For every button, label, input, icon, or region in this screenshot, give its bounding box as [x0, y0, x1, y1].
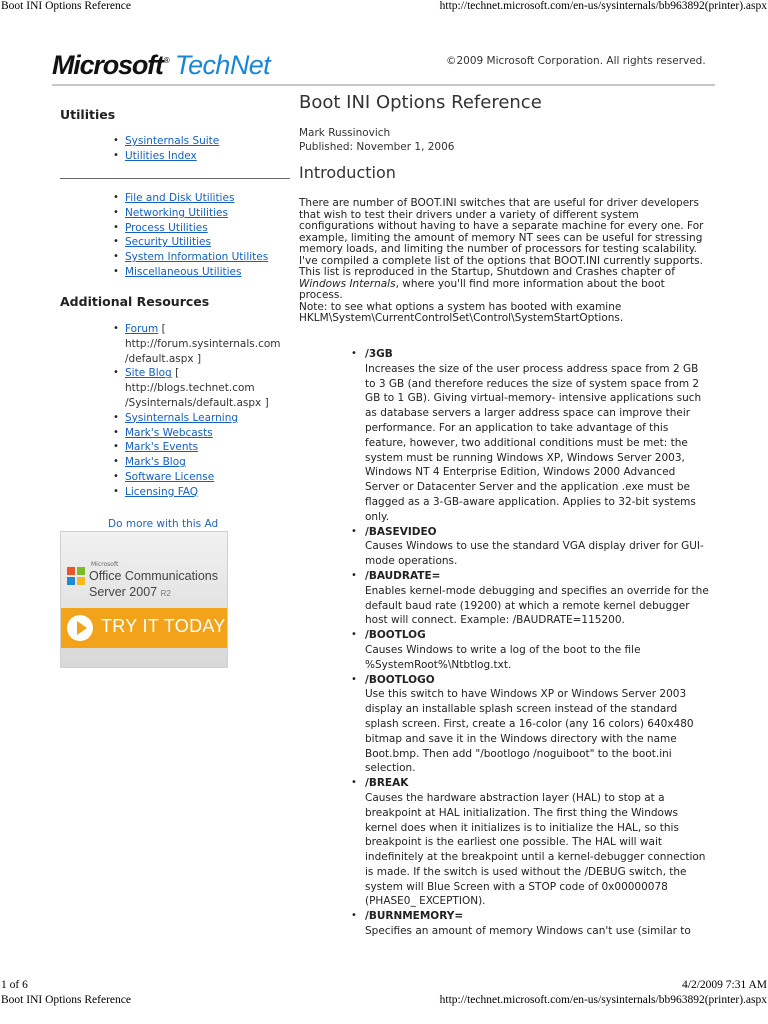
list-item	[113, 191, 268, 206]
page-title: Boot INI Options Reference	[299, 92, 542, 113]
option-description: Use this switch to have Windows XP or Windows Server 2003 display an installable splash screen instead of the standard splash screen. First, create a 16-color (any 16 colors) 640x480 bitmap and save it in the Windows directory with the name Boot.bmp. Then add "/bootlogo /noguiboot" to the boot.ini selection.	[365, 688, 694, 775]
page-number: 1 of 6	[1, 979, 28, 991]
list-item	[113, 366, 291, 410]
introduction-text	[299, 198, 711, 325]
link-marks-webcasts[interactable]: Mark's Webcasts	[125, 426, 213, 439]
list-item	[113, 206, 268, 221]
list-item	[113, 426, 291, 441]
additional-resources-heading: Additional Resources	[60, 294, 210, 309]
book-title: Windows Internals	[299, 277, 396, 290]
link-file-and-disk-utilities[interactable]: File and Disk Utilities	[125, 192, 235, 204]
option-description: Causes Windows to write a log of the boot to the file %SystemRoot%\Ntbtlog.txt.	[365, 643, 641, 671]
print-timestamp: 4/2/2009 7:31 AM	[682, 979, 767, 991]
intro-note: Note: to see what options a system has booted with examine HKLM\System\CurrentControlSet\Control\SystemStartOptions.	[299, 300, 624, 324]
boot-option-item	[350, 776, 710, 909]
link-miscellaneous-utilities[interactable]: Miscellaneous Utilities	[125, 265, 242, 278]
boot-option-item	[350, 673, 710, 777]
link-networking-utilities[interactable]: Networking Utilities	[125, 206, 228, 219]
boot-option-item	[350, 525, 710, 569]
logo-registered: ®	[162, 56, 171, 65]
link-marks-blog[interactable]: Mark's Blog	[125, 456, 186, 469]
list-item	[113, 470, 291, 485]
logo-microsoft: Microsoft	[52, 50, 163, 80]
resources-list	[113, 322, 291, 500]
published-date: Published: November 1, 2006	[299, 141, 455, 153]
boot-option-item	[350, 628, 710, 672]
link-site-blog[interactable]: Site Blog	[125, 367, 172, 380]
ad-product-line2	[89, 585, 171, 599]
sidebar-divider	[60, 178, 290, 179]
link-process-utilities[interactable]: Process Utilities	[125, 221, 208, 234]
link-security-utilities[interactable]: Security Utilities	[125, 236, 211, 249]
ad-product-r2: R2	[160, 589, 171, 598]
link-sysinternals-learning[interactable]: Sysinternals Learning	[125, 411, 239, 424]
logo-technet: TechNet	[174, 50, 271, 80]
link-sysinternals-suite[interactable]: Sysinternals Suite	[125, 135, 220, 147]
copyright-notice: ©2009 Microsoft Corporation. All rights reserved.	[446, 55, 706, 67]
office-communications-ad[interactable]	[60, 531, 228, 668]
print-header-title: Boot INI Options Reference	[1, 0, 131, 12]
print-header-url: http://technet.microsoft.com/en-us/sysinternals/bb963892(printer).aspx	[439, 0, 767, 12]
list-item	[113, 411, 291, 426]
utilities-heading: Utilities	[60, 107, 116, 122]
list-item	[113, 235, 268, 250]
link-marks-events[interactable]: Mark's Events	[125, 441, 199, 454]
option-name: /3GB	[365, 348, 393, 360]
list-item	[113, 440, 291, 455]
link-utilities-index[interactable]: Utilities Index	[125, 149, 197, 162]
boot-option-item	[350, 569, 710, 628]
option-name: /BREAK	[365, 777, 409, 790]
forum-url: [ http://forum.sysinternals.com /default.aspx ]	[125, 323, 281, 365]
try-it-today-button[interactable]	[61, 608, 227, 648]
list-item	[113, 455, 291, 470]
header-divider	[52, 84, 715, 86]
option-name: /BURNMEMORY=	[365, 910, 464, 923]
list-item	[113, 149, 219, 164]
play-arrow-icon	[67, 615, 93, 641]
link-forum[interactable]: Forum	[125, 323, 159, 335]
link-system-information-utilities[interactable]: System Information Utilites	[125, 251, 269, 264]
link-licensing-faq[interactable]: Licensing FAQ	[125, 485, 199, 498]
option-name: /BOOTLOGO	[365, 673, 435, 686]
option-name: /BASEVIDEO	[365, 525, 437, 538]
list-item	[113, 221, 268, 236]
option-description: Causes Windows to use the standard VGA display driver for GUI-mode operations.	[365, 540, 704, 568]
option-description: Enables kernel-mode debugging and specifies an override for the default baud rate (19200) at which a remote kernel debugger host will connect. Example: /BAUDRATE=115200.	[365, 584, 709, 627]
ad-product-line1: Office Communications	[89, 569, 218, 583]
option-name: /BAUDRATE=	[365, 569, 441, 582]
intro-paragraph: There are number of BOOT.INI switches that are useful for driver developers that wish to test their drivers under a variety of different system configurations without having to have a separate machine for every one. For example, limiting the amount of memory NT sees can be useful for stressing memory loads, and limiting the number of processors for testing scalability. I've compiled a complete list of the options that BOOT.INI currently supports. This list is reproduced in the Startup, Shutdown and Crashes chapter of Windows Internals, where you'll find more information about the boot process.	[299, 197, 704, 301]
option-description: Increases the size of the user process address space from 2 GB to 3 GB (and therefore reduces the size of system space from 2 GB to 1 GB). Giving virtual-memory- intensive applications such as database servers a larger address space can improve their performance. For an application to take advantage of this feature, however, two additional conditions must be met: the system must be running Windows XP, Windows Server 2003, Windows NT 4 Enterprise Edition, Windows 2000 Advanced Server or Datacenter Server and the application .exe must be flagged as a 3-GB-aware application. Applies to 32-bit systems only.	[365, 362, 702, 523]
ad-brand: Microsoft	[91, 561, 119, 568]
option-description: Causes the hardware abstraction layer (HAL) to stop at a breakpoint at HAL initialization. The first thing the Windows kernel does when it initializes is to initialize the HAL, so this breakpoint is the earliest one possible. The HAL will wait indefinitely at the breakpoint until a kernel-debugger connection is made. If the switch is used without the /DEBUG switch, the system will Blue Screen with a STOP code of 0x00000078 (PHASE0_ EXCEPTION).	[365, 791, 706, 908]
category-list	[113, 191, 268, 280]
print-header-url: http://technet.microsoft.com/en-us/sysinternals/bb963892(printer).aspx	[439, 994, 767, 1006]
list-item	[113, 250, 268, 265]
introduction-heading: Introduction	[299, 163, 396, 182]
ad-caption[interactable]: Do more with this Ad	[108, 518, 219, 530]
office-logo-icon	[67, 567, 85, 585]
list-item	[113, 322, 291, 366]
boot-option-item	[350, 909, 710, 939]
article-byline	[299, 126, 454, 154]
utilities-list	[113, 134, 219, 164]
ad-product-name: Server 2007	[89, 585, 158, 599]
list-item	[113, 485, 291, 500]
site-blog-url: [ http://blogs.technet.com /Sysinternals/default.aspx ]	[125, 367, 269, 409]
option-description: Specifies an amount of memory Windows can't use (similar to	[365, 925, 691, 938]
author-name: Mark Russinovich	[299, 127, 391, 139]
list-item	[113, 134, 219, 149]
microsoft-technet-logo[interactable]	[52, 50, 270, 82]
boot-options-list	[350, 347, 710, 939]
link-software-license[interactable]: Software License	[125, 470, 215, 483]
option-name: /BOOTLOG	[365, 629, 426, 642]
list-item	[113, 265, 268, 280]
print-header-title: Boot INI Options Reference	[1, 994, 131, 1006]
boot-option-item	[350, 347, 710, 525]
ad-cta-label: TRY IT TODAY	[101, 616, 226, 636]
